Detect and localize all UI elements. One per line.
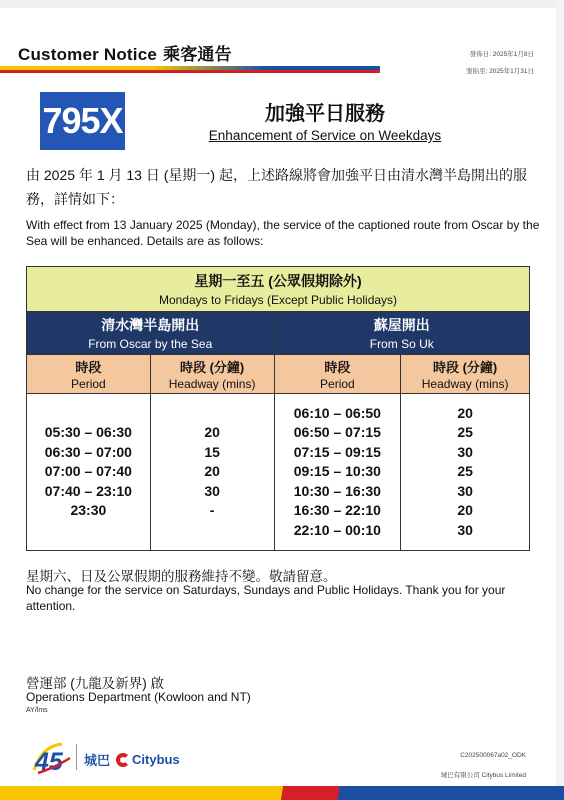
direction-so-uk-cell: [274, 312, 530, 355]
period-value: 10:30 – 16:30: [293, 482, 381, 499]
page-right-edge: [556, 0, 564, 800]
days-label-cn: 星期一至五 (公眾假期除外): [194, 273, 362, 289]
period-header-cn: 時段: [324, 360, 351, 375]
so-uk-headways-cell: [401, 394, 530, 551]
headway-value: 25: [457, 424, 473, 441]
direction-oscar-cn: 清水灣半島開出: [101, 317, 200, 333]
column-header-row: [27, 355, 530, 394]
notice-header: [18, 40, 232, 65]
45-anniversary-logo: [32, 740, 72, 776]
intro-paragraph-en: With effect from 13 January 2025 (Monday), the service of the captioned route from Oscar by the Sea will be enhanced. Details are as follows:: [26, 218, 540, 248]
display-until-date: 張貼至: 2025年1月31日: [466, 68, 534, 75]
headway-value: 30: [457, 521, 473, 538]
headway-header-so-uk: [401, 355, 530, 394]
headway-value: 20: [204, 424, 220, 441]
period-value: 07:00 – 07:40: [44, 463, 132, 480]
headway-header-oscar: [150, 355, 274, 394]
period-value: 16:30 – 22:10: [293, 502, 381, 519]
issue-date: 發佈日: 2025年1月8日: [469, 51, 534, 58]
notice-title-en: Enhancement of Service on Weekdays: [208, 128, 442, 143]
headway-header-cn: 時段 (分鐘): [432, 360, 498, 375]
headway-value: 25: [457, 463, 473, 480]
headway-value: -: [209, 502, 215, 519]
headway-value: 30: [457, 443, 473, 460]
headway-header-en: Headway (mins): [421, 377, 509, 391]
oscar-periods-cell: [27, 394, 151, 551]
direction-oscar-en: From Oscar by the Sea: [88, 337, 213, 351]
period-value: 06:50 – 07:15: [293, 424, 381, 441]
direction-row: [27, 312, 530, 355]
direction-so-uk-en: From So Uk: [369, 337, 434, 351]
department-signature-cn: 營運部 (九龍及新界) 啟: [26, 676, 164, 691]
company-name: 城巴有限公司 Citybus Limited: [440, 772, 526, 779]
period-header-so-uk: [274, 355, 401, 394]
schedule-data-row: [27, 394, 530, 551]
period-value: 06:30 – 07:00: [44, 443, 132, 460]
page-top-edge: [0, 0, 564, 8]
period-header-cn: 時段: [75, 360, 102, 375]
brand-name-cn: 城巴: [84, 753, 111, 768]
period-value: 06:10 – 06:50: [293, 404, 381, 421]
days-row: [27, 267, 530, 312]
so-uk-periods-cell: [274, 394, 401, 551]
headway-value: 20: [457, 404, 473, 421]
notice-title-cn: 加強平日服務: [265, 103, 385, 125]
period-value: 07:15 – 09:15: [293, 443, 381, 460]
department-signature-en: Operations Department (Kowloon and NT): [26, 690, 251, 704]
citybus-logo: [84, 750, 180, 769]
period-header-en: Period: [71, 377, 106, 391]
period-value: 22:10 – 00:10: [293, 521, 381, 538]
brand-name-en: Citybus: [132, 752, 180, 767]
weekend-note-cn: 星期六、日及公眾假期的服務維持不變。敬請留意。: [26, 569, 337, 584]
headway-value: 20: [204, 463, 220, 480]
header-stripe-red: [0, 70, 380, 73]
period-header-oscar: [27, 355, 151, 394]
document-reference: C202500067a02_ODK: [460, 752, 526, 759]
route-number-badge: 795X: [40, 92, 125, 150]
headway-value: 15: [204, 443, 220, 460]
reference-initials: AY/lms: [26, 707, 48, 714]
days-label-en: Mondays to Fridays (Except Public Holidays): [158, 293, 398, 307]
headway-header-en: Headway (mins): [168, 377, 256, 391]
schedule-table: [26, 266, 530, 551]
logo-45-text: 45: [35, 748, 63, 776]
period-header-en: Period: [320, 377, 355, 391]
days-cell: [27, 267, 530, 312]
period-value: 23:30: [70, 502, 107, 519]
headway-value: 30: [204, 482, 220, 499]
notice-dates: [466, 46, 534, 80]
citybus-c-icon: [116, 753, 130, 767]
period-value: 09:15 – 10:30: [293, 463, 381, 480]
intro-paragraph-cn: 由 2025 年 1 月 13 日 (星期一) 起，上述路線將會加強平日由清水灣半島開出的服務，詳情如下：: [26, 167, 527, 207]
headway-value: 30: [457, 482, 473, 499]
weekend-note-en: No change for the service on Saturdays, Sundays and Public Holidays. Thank you for your attention.: [26, 583, 506, 613]
headway-value: 20: [457, 502, 473, 519]
logo-divider: [76, 744, 77, 770]
period-value: 05:30 – 06:30: [44, 424, 132, 441]
direction-so-uk-cn: 蘇屋開出: [373, 317, 430, 333]
footer-stripe: [0, 786, 564, 800]
oscar-headways-cell: [150, 394, 274, 551]
header-title-en: Customer Notice: [18, 45, 158, 64]
direction-oscar-cell: [27, 312, 275, 355]
headway-header-cn: 時段 (分鐘): [179, 360, 245, 375]
header-title-cn: 乘客通告: [163, 45, 232, 64]
period-value: 07:40 – 23:10: [44, 482, 132, 499]
